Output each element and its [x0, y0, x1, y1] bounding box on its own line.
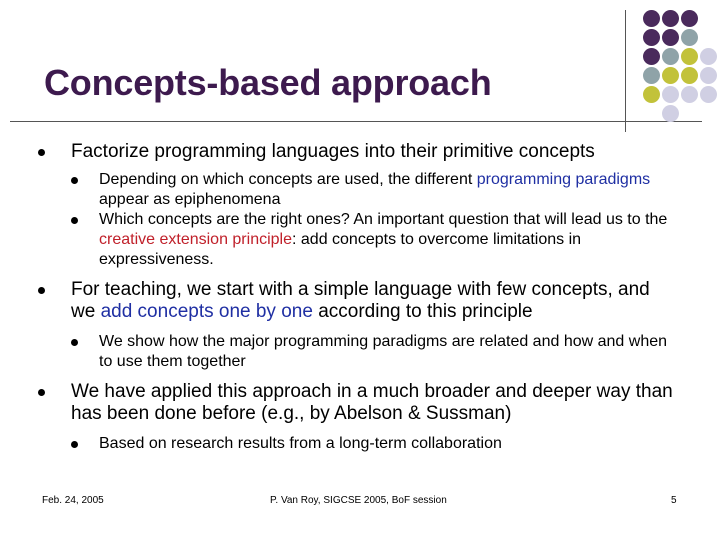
- dot-6: [681, 29, 698, 46]
- bullet-3-1: [38, 434, 678, 454]
- bullet-dot: [38, 389, 45, 396]
- bullet-3: [38, 381, 678, 425]
- dot-1: [643, 10, 660, 27]
- bullet-1-2: [38, 210, 678, 270]
- bullet-1: [38, 141, 678, 163]
- title-underline: [10, 121, 702, 122]
- dot-3: [681, 10, 698, 27]
- bullet-dot: [71, 339, 78, 346]
- bullet-dot: [71, 177, 78, 184]
- footer-center: P. Van Roy, SIGCSE 2005, BoF session: [270, 495, 447, 506]
- dot-7: [643, 48, 660, 65]
- bullet-2-1: [38, 332, 678, 372]
- bullet-dot: [71, 441, 78, 448]
- dot-9: [681, 48, 698, 65]
- bullet-1-1: [38, 170, 678, 210]
- vertical-rule: [625, 10, 626, 132]
- dot-12: [662, 67, 679, 84]
- dot-4: [643, 29, 660, 46]
- dot-19: [662, 105, 679, 122]
- bullet-3-text: We have applied this approach in a much broader and deeper way than has been done before (e.g., by Abelson & Sussman): [71, 381, 673, 424]
- dot-5: [662, 29, 679, 46]
- slide-title: Concepts-based approach: [44, 62, 492, 103]
- bullet-2-highlight: add concepts one by one: [100, 301, 313, 322]
- bullet-2: [38, 279, 678, 323]
- bullet-dot: [38, 149, 45, 156]
- bullet-1-1-pre: Depending on which concepts are used, the different: [99, 171, 477, 188]
- dot-18: [700, 86, 717, 103]
- bullet-1-2-pre: Which concepts are the right ones? An important question that will lead us to the: [99, 211, 668, 228]
- dot-10: [700, 48, 717, 65]
- bullet-2-post: according to this principle: [312, 301, 533, 322]
- dot-16: [662, 86, 679, 103]
- dot-8: [662, 48, 679, 65]
- bullet-2-pre: For teaching, we start with a simple language with few concepts, and we: [71, 279, 650, 322]
- dot-11: [643, 67, 660, 84]
- footer-page-number: 5: [671, 495, 677, 506]
- bullet-1-2-highlight: creative extension principle: [99, 231, 292, 248]
- dot-14: [700, 67, 717, 84]
- bullet-3-1-text: Based on research results from a long-term collaboration: [99, 435, 502, 452]
- dot-13: [681, 67, 698, 84]
- bullet-list: [38, 141, 678, 454]
- dot-15: [643, 86, 660, 103]
- footer-date: Feb. 24, 2005: [42, 495, 104, 506]
- bullet-1-1-post: appear as epiphenomena: [99, 191, 281, 208]
- bullet-1-2-post: : add concepts to overcome limitations in expressiveness.: [99, 231, 582, 268]
- bullet-dot: [71, 217, 78, 224]
- bullet-dot: [38, 287, 45, 294]
- dot-2: [662, 10, 679, 27]
- dot-17: [681, 86, 698, 103]
- bullet-2-1-text: We show how the major programming paradigms are related and how and when to use them together: [99, 333, 668, 370]
- bullet-1-text: Factorize programming languages into their primitive concepts: [71, 141, 595, 162]
- bullet-1-1-highlight: programming paradigms: [476, 171, 651, 188]
